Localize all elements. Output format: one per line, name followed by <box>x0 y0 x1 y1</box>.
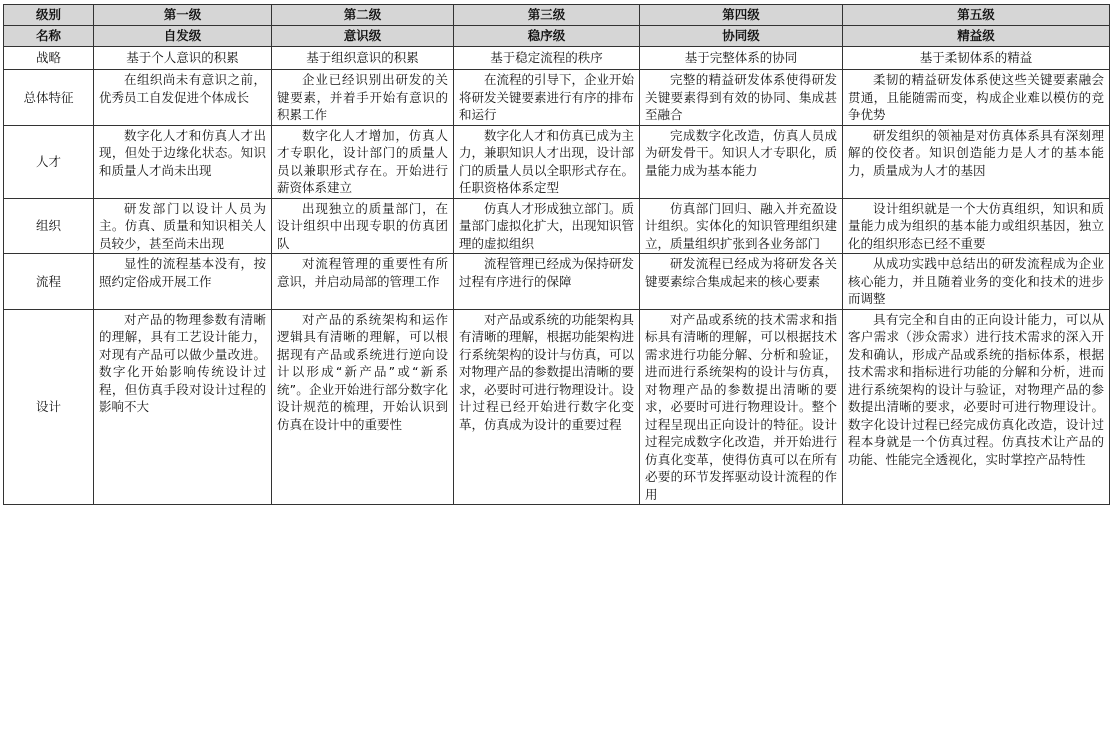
table-cell: 对产品的系统架构和运作逻辑具有清晰的理解，可以根据现有产品或系统进行逆向设计以形成“新产品”或“新系统”。企业开始进行部分数字化设计规范的梳理，开始认识到仿真在设计中的重要性 <box>272 309 454 505</box>
header-cell: 名称 <box>4 26 94 47</box>
table-row-strategy <box>4 47 1110 70</box>
table-cell: 从成功实践中总结出的研发流程成为企业核心能力，并且随着业务的变化和技术的进步而调整 <box>843 254 1110 310</box>
table-cell: 基于完整体系的协同 <box>640 47 843 70</box>
table-cell: 研发流程已经成为将研发各关键要素综合集成起来的核心要素 <box>640 254 843 310</box>
table-cell: 仿真人才形成独立部门。质量部门虚拟化扩大，出现知识管理的虚拟组织 <box>454 198 640 254</box>
table-cell: 基于稳定流程的秩序 <box>454 47 640 70</box>
header-cell: 第一级 <box>94 5 272 26</box>
header-row-levels <box>4 5 1110 26</box>
table-cell: 研发组织的领袖是对仿真体系具有深刻理解的佼佼者。知识创造能力是人才的基本能力，质量成为人才的基因 <box>843 125 1110 198</box>
header-cell: 第五级 <box>843 5 1110 26</box>
table-cell: 设计组织就是一个大仿真组织，知识和质量能力成为组织的基本能力或组织基因，独立化的组织形态已经不重要 <box>843 198 1110 254</box>
table-cell: 数字化人才和仿真人才出现，但处于边缘化状态。知识和质量人才尚未出现 <box>94 125 272 198</box>
table-cell: 柔韧的精益研发体系使这些关键要素融会贯通，且能随需而变，构成企业难以模仿的竞争优势 <box>843 70 1110 126</box>
table-cell: 仿真部门回归、融入并充盈设计组织。实体化的知识管理组织建立，质量组织扩张到各业务部门 <box>640 198 843 254</box>
table-row-overall <box>4 70 1110 126</box>
table-cell: 流程管理已经成为保持研发过程有序进行的保障 <box>454 254 640 310</box>
row-label: 流程 <box>4 254 94 310</box>
row-label: 组织 <box>4 198 94 254</box>
table-cell: 在流程的引导下，企业开始将研发关键要素进行有序的排布和运行 <box>454 70 640 126</box>
header-cell: 协同级 <box>640 26 843 47</box>
table-row-design <box>4 309 1110 505</box>
row-label: 总体特征 <box>4 70 94 126</box>
table-cell: 基于个人意识的积累 <box>94 47 272 70</box>
table-row-talent <box>4 125 1110 198</box>
table-cell: 完整的精益研发体系使得研发关键要素得到有效的协同、集成甚至融合 <box>640 70 843 126</box>
table-cell: 对产品的物理参数有清晰的理解，具有工艺设计能力，对现有产品可以做少量改进。数字化开始影响传统设计过程，但仿真手段对设计过程的影响不大 <box>94 309 272 505</box>
table-cell: 研发部门以设计人员为主。仿真、质量和知识相关人员较少，甚至尚未出现 <box>94 198 272 254</box>
header-cell: 级别 <box>4 5 94 26</box>
table-cell: 完成数字化改造，仿真人员成为研发骨干。知识人才专职化，质量能力成为基本能力 <box>640 125 843 198</box>
header-cell: 第二级 <box>272 5 454 26</box>
table-row-organization <box>4 198 1110 254</box>
header-row-names <box>4 26 1110 47</box>
table-row-process <box>4 254 1110 310</box>
row-label: 人才 <box>4 125 94 198</box>
table-cell: 基于柔韧体系的精益 <box>843 47 1110 70</box>
table-cell: 基于组织意识的积累 <box>272 47 454 70</box>
header-cell: 稳序级 <box>454 26 640 47</box>
table-cell: 对产品或系统的功能架构具有清晰的理解，根据功能架构进行系统架构的设计与仿真，可以对物理产品的参数提出清晰的要求，必要时可进行物理设计。设计过程已经开始进行数字化变革，仿真成为设计的重要过程 <box>454 309 640 505</box>
table-cell: 在组织尚未有意识之前，优秀员工自发促进个体成长 <box>94 70 272 126</box>
row-label: 战略 <box>4 47 94 70</box>
header-cell: 精益级 <box>843 26 1110 47</box>
table-cell: 数字化人才和仿真已成为主力，兼职知识人才出现，设计部门的质量人员以全职形式存在。任职资格体系定型 <box>454 125 640 198</box>
table-cell: 对产品或系统的技术需求和指标具有清晰的理解，可以根据技术需求进行功能分解、分析和验证，进而进行系统架构的设计与仿真，对物理产品的参数提出清晰的要求，必要时可进行物理设计。整个过程呈现出正向设计的特征。设计过程完成数字化改造，并开始进行仿真化变革，使得仿真可以在所有必要的环节发挥驱动设计流程的作用 <box>640 309 843 505</box>
table-cell: 对流程管理的重要性有所意识，并启动局部的管理工作 <box>272 254 454 310</box>
table-cell: 具有完全和自由的正向设计能力，可以从客户需求（涉众需求）进行技术需求的深入开发和确认，形成产品或系统的指标体系，根据技术需求和指标进行功能的分解和分析，进而进行系统架构的设计与验证，对物理产品的参数提出清晰的要求，必要时可进行物理设计。数字化设计过程已经完成仿真化改造，设计过程本身就是一个仿真过程。仿真技术让产品的功能、性能完全透视化，实时掌控产品特性 <box>843 309 1110 505</box>
table-cell: 出现独立的质量部门，在设计组织中出现专职的仿真团队 <box>272 198 454 254</box>
table-cell: 企业已经识别出研发的关键要素，并着手开始有意识的积累工作 <box>272 70 454 126</box>
header-cell: 意识级 <box>272 26 454 47</box>
header-cell: 第三级 <box>454 5 640 26</box>
row-label: 设计 <box>4 309 94 505</box>
header-cell: 自发级 <box>94 26 272 47</box>
maturity-level-table <box>3 4 1110 505</box>
header-cell: 第四级 <box>640 5 843 26</box>
table-cell: 数字化人才增加，仿真人才专职化，设计部门的质量人员以兼职形式存在。开始进行薪资体系建立 <box>272 125 454 198</box>
table-cell: 显性的流程基本没有，按照约定俗成开展工作 <box>94 254 272 310</box>
